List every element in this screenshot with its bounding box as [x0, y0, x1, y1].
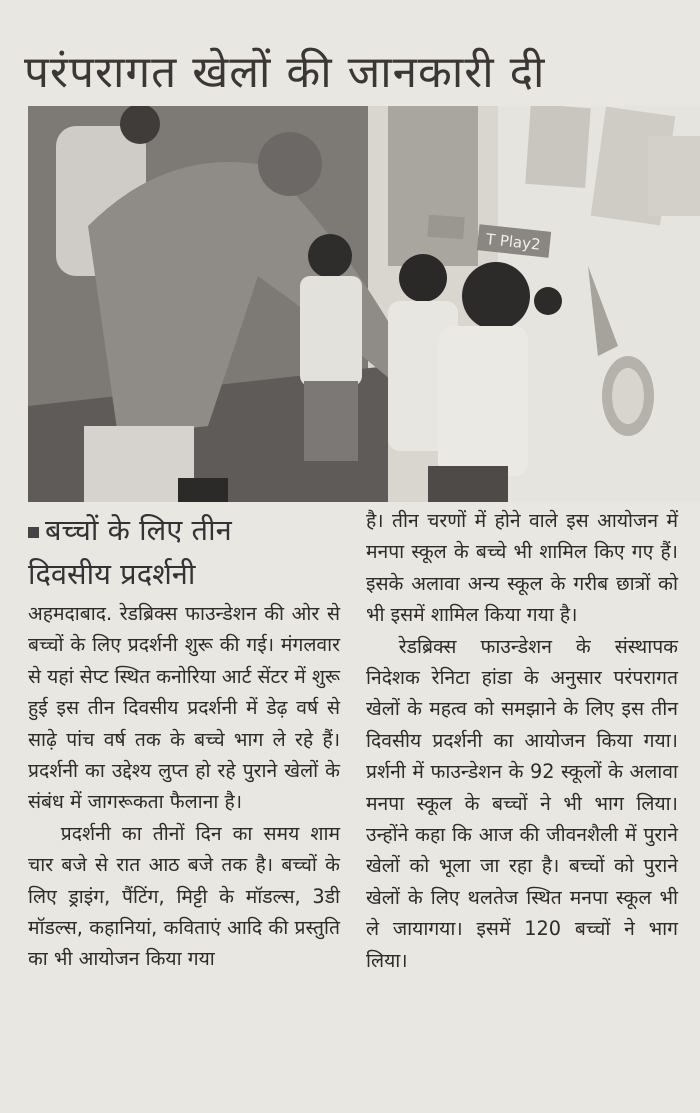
previous-page-strip [0, 0, 700, 8]
news-photo [28, 106, 700, 502]
article-paragraph: प्रदर्शनी का तीनों दिन का समय शाम चार बजे से रात आठ बजे तक है। बच्चों के लिए ड्राइंग, पैंटिंग, मिट्टी के मॉडल्स, 3डी मॉडल्स, कहानियां, कविताएं आदि की प्रस्तुति का भी आयोजन किया गया [28, 821, 340, 971]
bullet-square-icon [28, 527, 39, 538]
subhead-line-1: बच्चों के लिए तीन [45, 513, 232, 547]
photo-sign-text: T Play2 [485, 230, 542, 254]
headline: परंपरागत खेलों की जानकारी दी [24, 47, 546, 98]
article-column-left [28, 598, 340, 975]
article-paragraph: रेडब्रिक्स फाउन्डेशन के संस्थापक निदेशक रेनिटा हांडा के अनुसार परंपरागत खेलों के महत्व को समझाने के लिए इस तीन दिवसीय प्रदर्शनी का आयोजन किया गया। प्रर्शनी में फाउन्डेशन के 92 स्कूलों के अलावा मनपा स्कूल के बच्चों ने भी भाग लिया। उन्होंने कहा कि आज की जीवनशैली में पुराने खेलों को भूला जा रहा है। बच्चों को पुराने खेलों के लिए थलतेज स्थित मनपा स्कूल भी ले जायागया। इसमें 120 बच्चों ने भाग लिया। [366, 634, 678, 972]
article-paragraph: है। तीन चरणों में होने वाले इस आयोजन में मनपा स्कूल के बच्चे भी शामिल किए गए हैं। इसके अलावा अन्य स्कूल के गरीब छात्रों को भी इसमें शामिल किया गया है। [366, 509, 678, 627]
article-paragraph: अहमदाबाद. रेडब्रिक्स फाउन्डेशन की ओर से बच्चों के लिए प्रदर्शनी शुरू की गई। मंगलवार से यहां सेप्ट स्थित कनोरिया आर्ट सेंटर में शुरू हुई इस तीन दिवसीय प्रदर्शनी में डेढ़ वर्ष से साढ़े पांच वर्ष तक के बच्चे भाग ले रहे हैं। प्रदर्शनी का उद्देश्य लुप्त हो रहे पुराने खेलों के संबंध में जागरूकता फैलाना है। [28, 602, 340, 814]
article-column-right [366, 505, 678, 976]
subhead-line-2: दिवसीय प्रदर्शनी [28, 557, 196, 591]
subheadline [28, 508, 358, 596]
